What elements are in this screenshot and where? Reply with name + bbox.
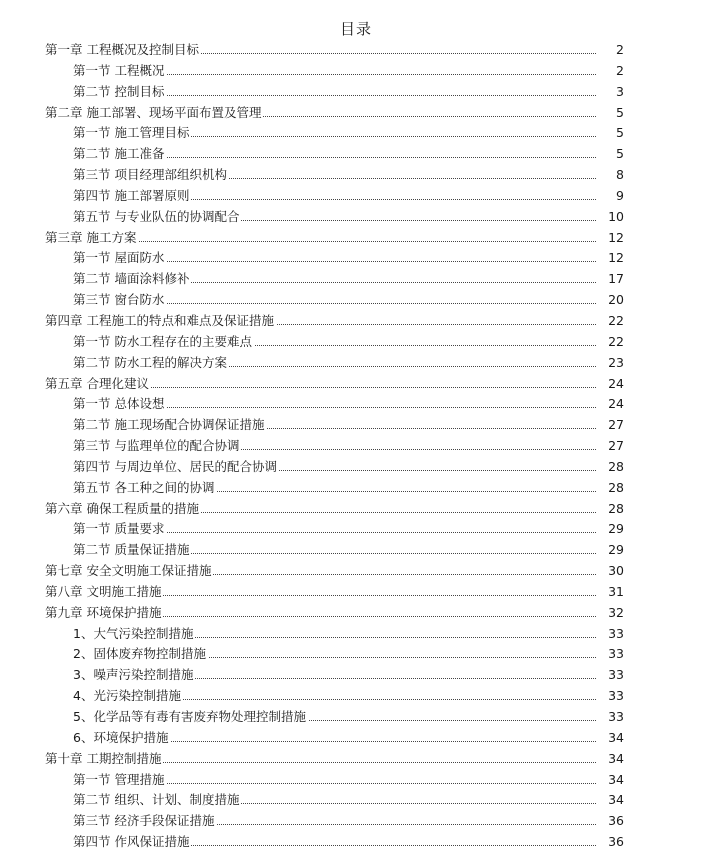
toc-entry-label: 第五节 各工种之间的协调 [73, 478, 216, 499]
toc-page-number: 24 [596, 394, 624, 415]
toc-page-number: 10 [596, 207, 624, 228]
toc-section-entry[interactable] [0, 707, 712, 728]
toc-entry-label: 第一节 施工管理目标 [73, 123, 191, 144]
toc-entry-label: 第三节 窗台防水 [73, 290, 166, 311]
toc-entry-label: 6、环境保护措施 [73, 728, 170, 749]
toc-entry-label: 第二章 施工部署、现场平面布置及管理 [45, 103, 263, 124]
toc-entry-label: 第十章 工期控制措施 [45, 749, 163, 770]
toc-entry-label: 第三节 项目经理部组织机构 [73, 165, 229, 186]
toc-page-number: 30 [596, 561, 624, 582]
toc-page-number: 5 [596, 103, 624, 124]
toc-page-number: 5 [596, 144, 624, 165]
toc-section-entry[interactable] [0, 832, 712, 853]
toc-entry-label: 第四节 作风保证措施 [73, 832, 191, 853]
toc-entry-label: 1、大气污染控制措施 [73, 624, 195, 645]
toc-entry-label: 第一章 工程概况及控制目标 [45, 40, 201, 61]
toc-page-number: 20 [596, 290, 624, 311]
toc-page-number: 36 [596, 832, 624, 853]
toc-entry-label: 第一节 屋面防水 [73, 248, 166, 269]
toc-section-entry[interactable] [0, 436, 712, 457]
toc-page-number: 33 [596, 707, 624, 728]
toc-entry-label: 第三章 施工方案 [45, 228, 138, 249]
toc-title: 目录 [339, 20, 372, 38]
toc-entry-label: 第一节 管理措施 [73, 770, 166, 791]
toc-entry-label: 第四章 工程施工的特点和难点及保证措施 [45, 311, 276, 332]
toc-section-entry[interactable] [0, 290, 712, 311]
toc-section-entry[interactable] [0, 728, 712, 749]
toc-section-entry[interactable] [0, 644, 712, 665]
toc-section-entry[interactable] [0, 811, 712, 832]
toc-page-number: 23 [596, 353, 624, 374]
toc-section-entry[interactable] [0, 61, 712, 82]
toc-page-number: 28 [596, 499, 624, 520]
toc-entry-label: 5、化学品等有毒有害废弃物处理控制措施 [73, 707, 308, 728]
toc-entry-label: 第一节 防水工程存在的主要难点 [73, 332, 254, 353]
toc-page-number: 36 [596, 811, 624, 832]
toc-page-number: 28 [596, 457, 624, 478]
toc-page-number: 3 [596, 82, 624, 103]
toc-chapter-entry[interactable] [0, 228, 712, 249]
toc-entry-label: 第四节 与周边单位、居民的配合协调 [73, 457, 279, 478]
toc-entry-label: 第二节 施工现场配合协调保证措施 [73, 415, 266, 436]
toc-entry-label: 第一节 总体设想 [73, 394, 166, 415]
toc-section-entry[interactable] [0, 394, 712, 415]
toc-entry-label: 第二节 墙面涂料修补 [73, 269, 191, 290]
toc-section-entry[interactable] [0, 540, 712, 561]
toc-section-entry[interactable] [0, 186, 712, 207]
toc-page-number: 34 [596, 749, 624, 770]
toc-section-entry[interactable] [0, 248, 712, 269]
toc-chapter-entry[interactable] [0, 749, 712, 770]
toc-entry-label: 4、光污染控制措施 [73, 686, 183, 707]
toc-page-number: 33 [596, 686, 624, 707]
toc-section-entry[interactable] [0, 790, 712, 811]
toc-entry-label: 第三节 与监理单位的配合协调 [73, 436, 241, 457]
toc-section-entry[interactable] [0, 165, 712, 186]
toc-entry-label: 第二节 防水工程的解决方案 [73, 353, 229, 374]
toc-entry-label: 第八章 文明施工措施 [45, 582, 163, 603]
toc-page-number: 33 [596, 624, 624, 645]
toc-section-entry[interactable] [0, 686, 712, 707]
toc-section-entry[interactable] [0, 665, 712, 686]
toc-page-number: 12 [596, 248, 624, 269]
toc-entry-label: 第五节 与专业队伍的协调配合 [73, 207, 241, 228]
toc-page-number: 5 [596, 123, 624, 144]
toc-page-number: 29 [596, 519, 624, 540]
toc-chapter-entry[interactable] [0, 499, 712, 520]
toc-page-number: 27 [596, 415, 624, 436]
toc-page-number: 17 [596, 269, 624, 290]
toc-page-number: 34 [596, 770, 624, 791]
toc-page-number: 34 [596, 790, 624, 811]
toc-section-entry[interactable] [0, 624, 712, 645]
toc-chapter-entry[interactable] [0, 40, 712, 61]
toc-entry-label: 3、噪声污染控制措施 [73, 665, 195, 686]
toc-section-entry[interactable] [0, 457, 712, 478]
toc-page-number: 28 [596, 478, 624, 499]
toc-entry-label: 第三节 经济手段保证措施 [73, 811, 216, 832]
toc-page-number: 22 [596, 311, 624, 332]
toc-section-entry[interactable] [0, 123, 712, 144]
toc-chapter-entry[interactable] [0, 374, 712, 395]
toc-section-entry[interactable] [0, 207, 712, 228]
toc-section-entry[interactable] [0, 332, 712, 353]
toc-section-entry[interactable] [0, 144, 712, 165]
toc-entry-label: 第七章 安全文明施工保证措施 [45, 561, 213, 582]
toc-section-entry[interactable] [0, 353, 712, 374]
toc-page-number: 33 [596, 665, 624, 686]
toc-page-number: 12 [596, 228, 624, 249]
toc-page-number: 2 [596, 61, 624, 82]
toc-section-entry[interactable] [0, 415, 712, 436]
toc-entry-label: 第四节 施工部署原则 [73, 186, 191, 207]
toc-page-number: 2 [596, 40, 624, 61]
toc-entry-label: 第五章 合理化建议 [45, 374, 151, 395]
toc-page-number: 33 [596, 644, 624, 665]
toc-page-number: 34 [596, 728, 624, 749]
toc-entry-label: 第一节 工程概况 [73, 61, 166, 82]
toc-page-number: 9 [596, 186, 624, 207]
toc-chapter-entry[interactable] [0, 603, 712, 624]
toc-entry-label: 第六章 确保工程质量的措施 [45, 499, 201, 520]
toc-page-number: 22 [596, 332, 624, 353]
toc-section-entry[interactable] [0, 82, 712, 103]
toc-section-entry[interactable] [0, 519, 712, 540]
toc-section-entry[interactable] [0, 269, 712, 290]
toc-page-number: 8 [596, 165, 624, 186]
toc-entry-label: 第二节 质量保证措施 [73, 540, 191, 561]
toc-page-number: 24 [596, 374, 624, 395]
toc-section-entry[interactable] [0, 770, 712, 791]
toc-entry-label: 第二节 组织、计划、制度措施 [73, 790, 241, 811]
toc-entry-label: 第二节 施工准备 [73, 144, 166, 165]
toc-entry-label: 第一节 质量要求 [73, 519, 166, 540]
toc-section-entry[interactable] [0, 478, 712, 499]
toc-page-number: 31 [596, 582, 624, 603]
toc-entry-label: 第九章 环境保护措施 [45, 603, 163, 624]
toc-entry-label: 第二节 控制目标 [73, 82, 166, 103]
toc-chapter-entry[interactable] [0, 103, 712, 124]
toc-list [0, 40, 712, 853]
toc-chapter-entry[interactable] [0, 561, 712, 582]
toc-chapter-entry[interactable] [0, 582, 712, 603]
toc-page-number: 27 [596, 436, 624, 457]
toc-chapter-entry[interactable] [0, 311, 712, 332]
toc-page-number: 32 [596, 603, 624, 624]
toc-page-number: 29 [596, 540, 624, 561]
toc-entry-label: 2、固体废弃物控制措施 [73, 644, 208, 665]
